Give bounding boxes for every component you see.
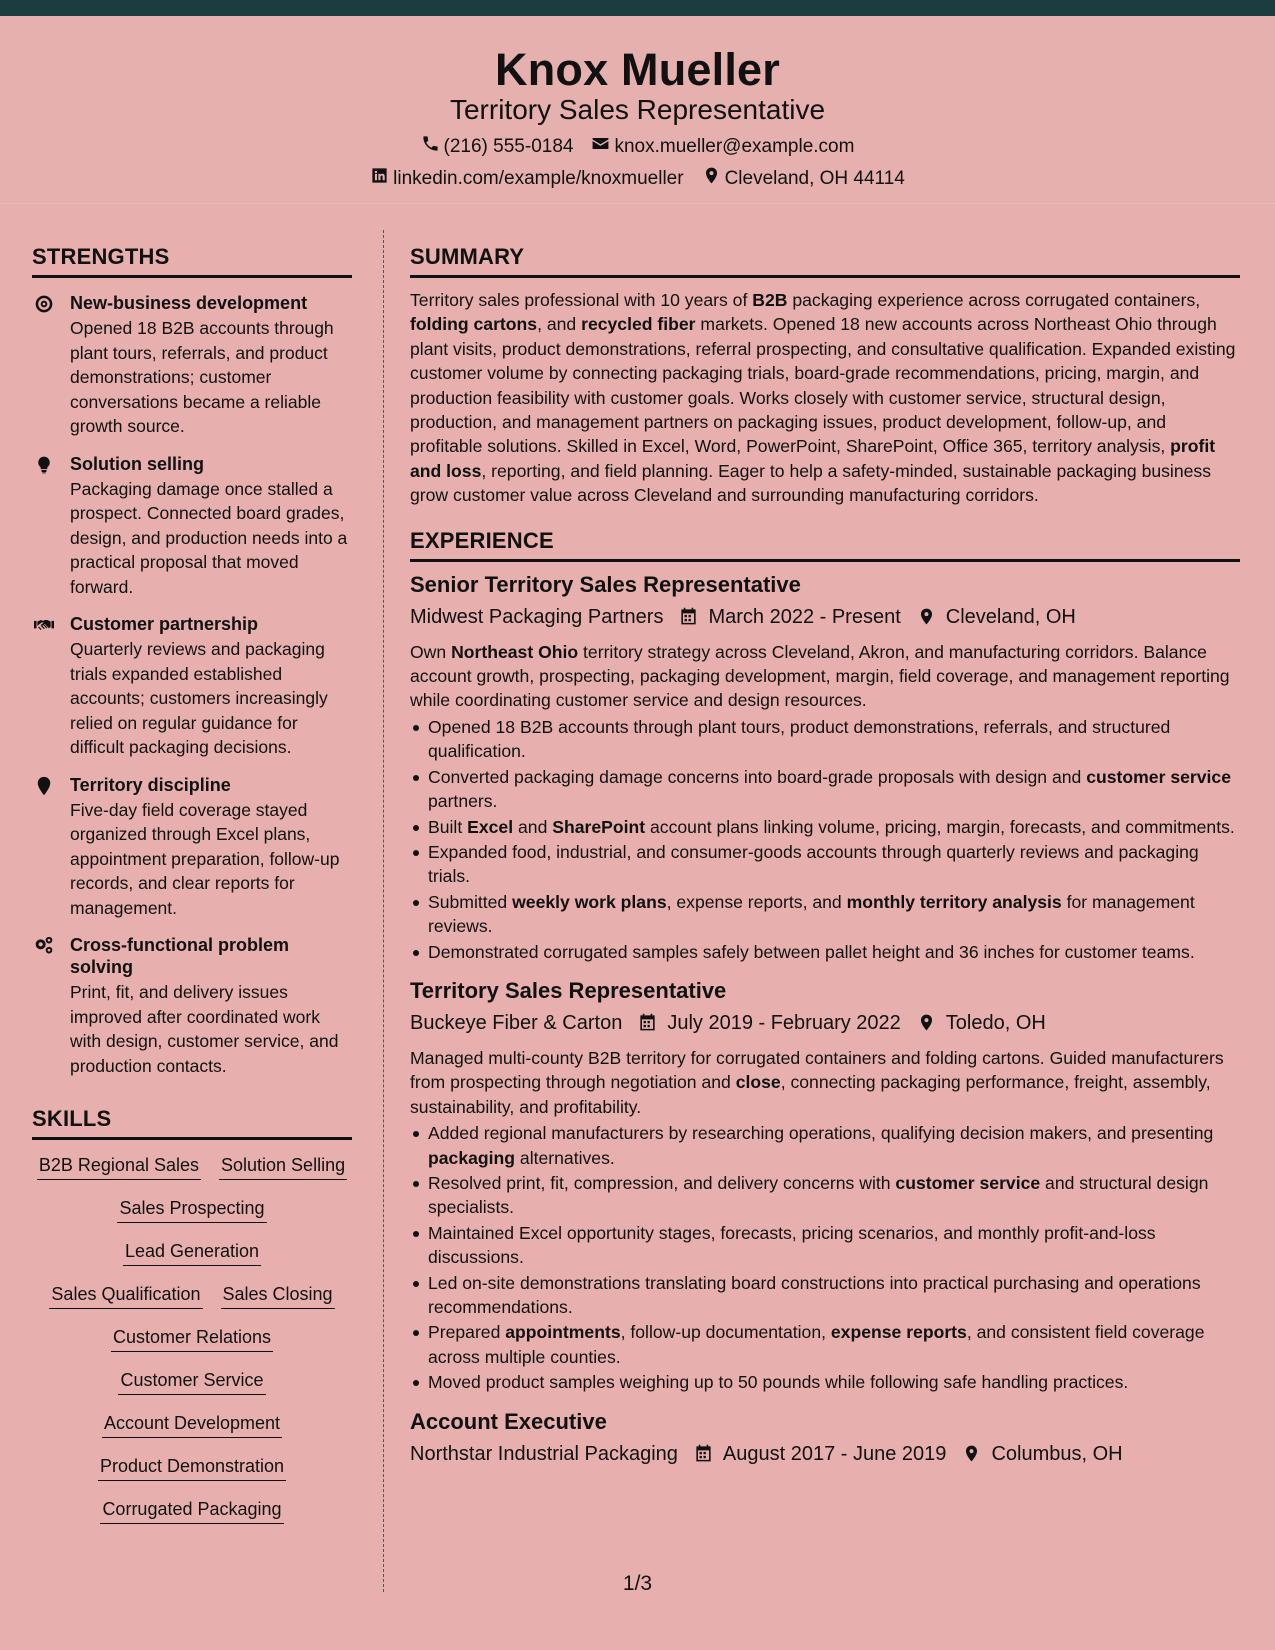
job-bullets xyxy=(410,1121,1240,1394)
skills-row xyxy=(32,1197,352,1223)
bullet-emphasis: monthly territory analysis xyxy=(846,891,1062,912)
job-location: Columbus, OH xyxy=(991,1442,1123,1465)
email-address[interactable]: knox.mueller@example.com xyxy=(614,135,855,157)
strength-title: Solution selling xyxy=(70,453,204,474)
calendar-icon xyxy=(679,607,698,626)
strength-description: Print, fit, and delivery issues improved after coordinated work with design, customer service, and production contacts. xyxy=(70,982,339,1076)
strength-item xyxy=(32,774,352,921)
skill-tag: Sales Qualification xyxy=(49,1283,202,1309)
bullet-text: Submitted xyxy=(428,891,513,912)
job-location: Toledo, OH xyxy=(945,1011,1046,1034)
job-title: Senior Territory Sales Representative xyxy=(410,571,801,597)
bullet-text: , follow-up documentation, xyxy=(620,1322,831,1343)
bullet-text: Demonstrated corrugated samples safely between pallet height and 36 inches for customer teams. xyxy=(428,941,1195,962)
phone-number: (216) 555-0184 xyxy=(443,135,574,157)
strength-title: Customer partnership xyxy=(70,614,259,634)
job-title: Account Executive xyxy=(410,1408,607,1434)
skill-tag: Customer Service xyxy=(118,1369,265,1395)
summary-emphasis: recycled fiber xyxy=(581,314,696,335)
bullet-text: Prepared xyxy=(428,1322,506,1343)
job-dates: August 2017 - June 2019 xyxy=(722,1442,947,1465)
skill-tag: Account Development xyxy=(102,1412,282,1438)
summary-text: markets. Opened 18 new accounts across Northeast Ohio through plant visits, product demonstrations, referral prospecting, and consultative qualification. Expanded existing customer volume by connecting packaging trials, board-grade recommendations, pricing, margin, and production feasibility with customer goals. Works closely with customer service, structural design, production, and management partners on packaging issues, product development, follow-up, and profitable solutions. Skilled in Excel, Word, PowerPoint, SharePoint, Office 365, territory analysis, xyxy=(410,314,1236,457)
location-contact xyxy=(702,166,905,191)
left-column xyxy=(32,244,352,1524)
bullet-text: for management reviews. xyxy=(428,891,1195,937)
bullet-emphasis: weekly work plans xyxy=(512,891,667,912)
strength-body xyxy=(70,292,352,439)
gears-icon xyxy=(32,934,56,1078)
skills-heading: SKILLS xyxy=(32,1106,352,1140)
bullet-item xyxy=(410,890,1240,939)
job-description-emphasis: close xyxy=(735,1072,781,1093)
strength-title: Territory discipline xyxy=(70,774,231,795)
strength-item xyxy=(32,613,352,760)
bullet-item xyxy=(410,715,1240,764)
summary-emphasis: B2B xyxy=(752,290,788,310)
bullet-text: account plans linking volume, pricing, margin, forecasts, and commitments. xyxy=(645,816,1235,837)
job-meta xyxy=(410,1010,1240,1036)
bullet-text: Converted packaging damage concerns into board-grade proposals with design and xyxy=(428,766,1087,787)
job-meta xyxy=(410,604,1240,630)
strength-title: New-business development xyxy=(70,293,308,313)
skills-row xyxy=(32,1412,352,1438)
job-description-text: territory strategy across Cleveland, Akron, and manufacturing corridors. Balance account growth, prospecting, packaging development, margin, field coverage, and management reporting while coordinating customer service and design resources. xyxy=(410,641,1230,711)
candidate-name: Knox Mueller xyxy=(495,44,780,95)
bullet-text: partners. xyxy=(428,791,498,812)
bullet-text: , and consistent field coverage across multiple counties. xyxy=(428,1322,1205,1367)
job-dates: July 2019 - February 2022 xyxy=(667,1011,901,1034)
envelope-icon xyxy=(591,134,610,159)
bullet-text: Opened 18 B2B accounts through plant tours, product demonstrations, referrals, and structured qualification. xyxy=(428,716,1171,762)
bullet-item xyxy=(410,1121,1240,1170)
strength-description: Packaging damage once stalled a prospect. Connected board grades, design, and production needs into a practical proposal that moved forward. xyxy=(70,478,348,597)
bullet-text: Maintained Excel opportunity stages, forecasts, pricing scenarios, and monthly profit-and-loss discussions. xyxy=(428,1222,1156,1268)
strength-body xyxy=(70,774,352,921)
job-location: Cleveland, OH xyxy=(945,605,1076,628)
skills-row xyxy=(32,1369,352,1395)
phone-contact xyxy=(421,134,574,159)
handshake-icon xyxy=(32,613,56,760)
skill-tag: Product Demonstration xyxy=(98,1455,286,1481)
strength-body xyxy=(70,613,352,760)
skill-tag: B2B Regional Sales xyxy=(37,1154,201,1180)
company-name: Midwest Packaging Partners xyxy=(410,605,664,628)
strength-body xyxy=(70,453,352,600)
bullet-item xyxy=(410,1370,1240,1394)
strength-body xyxy=(70,934,352,1078)
bullet-text: Expanded food, industrial, and consumer-goods accounts through quarterly reviews and packaging trials. xyxy=(428,841,1199,887)
skill-tag: Customer Relations xyxy=(111,1326,273,1352)
bullet-emphasis: appointments xyxy=(505,1322,621,1343)
bullet-text: Led on-site demonstrations translating board constructions into practical purchasing and operations recommendations. xyxy=(428,1272,1201,1317)
bullet-item xyxy=(410,1171,1240,1220)
summary-text xyxy=(410,288,1240,508)
map-pin-icon xyxy=(917,607,936,626)
summary-text: Territory sales professional with 10 years of xyxy=(410,290,753,310)
map-pin-icon xyxy=(32,774,56,921)
skill-tag: Solution Selling xyxy=(219,1154,347,1180)
linkedin-icon xyxy=(370,166,389,191)
resume-header xyxy=(0,16,1275,204)
bullet-item xyxy=(410,1320,1240,1369)
candidate-role: Territory Sales Representative xyxy=(449,94,826,125)
page-number: 1/3 xyxy=(622,1572,653,1595)
company-name: Northstar Industrial Packaging xyxy=(410,1442,678,1465)
summary-text: packaging experience across corrugated containers, xyxy=(787,290,1201,310)
job-title: Territory Sales Representative xyxy=(410,977,727,1003)
summary-heading: SUMMARY xyxy=(410,244,1240,278)
bullet-item xyxy=(410,940,1240,964)
calendar-icon xyxy=(638,1013,657,1032)
skills-row xyxy=(32,1154,352,1180)
location-text: Cleveland, OH 44114 xyxy=(724,167,905,189)
bullet-emphasis: SharePoint xyxy=(552,816,646,837)
lightbulb-icon xyxy=(32,453,56,600)
bullet-emphasis: packaging xyxy=(428,1147,516,1168)
company-name: Buckeye Fiber & Carton xyxy=(410,1011,623,1034)
strength-item xyxy=(32,453,352,600)
skill-tag: Corrugated Packaging xyxy=(100,1498,283,1524)
skills-list xyxy=(32,1154,352,1524)
bullet-text: and structural design specialists. xyxy=(428,1172,1209,1218)
map-pin-icon xyxy=(962,1444,981,1463)
bullet-text: Resolved print, fit, compression, and delivery concerns with xyxy=(428,1172,896,1193)
skill-tag: Lead Generation xyxy=(123,1240,261,1266)
skills-row xyxy=(32,1455,352,1481)
strength-description: Quarterly reviews and packaging trials expanded established accounts; customers increasingly relied on regular guidance for difficult packaging decisions. xyxy=(70,639,328,757)
job-description xyxy=(410,640,1240,713)
skills-row xyxy=(32,1326,352,1352)
bullet-item xyxy=(410,840,1240,889)
strength-item xyxy=(32,292,352,439)
strength-item xyxy=(32,934,352,1078)
strength-description: Opened 18 B2B accounts through plant tours, referrals, and product demonstrations; customer conversations became a reliable growth source. xyxy=(70,318,334,436)
job-description-text: Own xyxy=(410,641,452,662)
bullet-text: alternatives. xyxy=(515,1147,615,1168)
top-accent-bar xyxy=(0,0,1275,16)
strengths-heading: STRENGTHS xyxy=(32,244,352,278)
bullet-emphasis: customer service xyxy=(895,1172,1041,1193)
bullet-item xyxy=(410,1271,1240,1320)
target-icon xyxy=(32,292,56,439)
job-entry xyxy=(410,1409,1240,1467)
bullet-item xyxy=(410,1221,1240,1270)
job-description-text: Managed multi-county B2B territory for corrugated containers and folding cartons. Guided manufacturers from prospecting through negotiation and xyxy=(410,1047,1224,1093)
job-description xyxy=(410,1046,1240,1119)
bullet-text: Moved product samples weighing up to 50 pounds while following safe handling practices. xyxy=(428,1372,1129,1393)
calendar-icon xyxy=(694,1444,713,1463)
bullet-text: , expense reports, and xyxy=(666,891,847,912)
right-column xyxy=(410,244,1240,1467)
strength-title: Cross-functional problem solving xyxy=(70,935,290,977)
strengths-list xyxy=(32,292,352,1078)
skill-tag: Sales Closing xyxy=(221,1283,335,1309)
contact-row-1 xyxy=(0,134,1275,159)
linkedin-url[interactable]: linkedin.com/example/knoxmueller xyxy=(393,167,684,189)
column-divider xyxy=(383,230,384,1592)
summary-emphasis: folding cartons xyxy=(410,314,538,335)
map-pin-icon xyxy=(702,166,721,191)
bullet-emphasis: customer service xyxy=(1086,766,1231,787)
email-contact[interactable] xyxy=(591,134,854,159)
summary-emphasis: profit and loss xyxy=(410,436,1216,481)
job-meta xyxy=(410,1441,1240,1467)
experience-heading: EXPERIENCE xyxy=(410,528,1240,562)
bullet-text: Built xyxy=(428,816,468,837)
job-description-text: , connecting packaging performance, freight, assembly, sustainability, and profitability. xyxy=(410,1072,1211,1117)
linkedin-contact[interactable] xyxy=(370,166,683,191)
job-description-emphasis: Northeast Ohio xyxy=(451,641,579,662)
job-dates: March 2022 - Present xyxy=(708,605,901,628)
bullet-item xyxy=(410,815,1240,839)
skills-row xyxy=(32,1240,352,1266)
summary-text: , reporting, and field planning. Eager to help a safety-minded, sustainable packaging business grow customer value across Cleveland and surrounding manufacturing corridors. xyxy=(410,460,1212,506)
job-entry xyxy=(410,978,1240,1395)
bullet-text: and xyxy=(513,816,553,837)
phone-icon xyxy=(421,134,440,159)
contact-row-2 xyxy=(0,166,1275,191)
job-bullets xyxy=(410,715,1240,964)
job-entry xyxy=(410,572,1240,964)
bullet-emphasis: expense reports xyxy=(830,1322,967,1343)
skills-row xyxy=(32,1498,352,1524)
map-pin-icon xyxy=(917,1013,936,1032)
skill-tag: Sales Prospecting xyxy=(117,1197,266,1223)
bullet-item xyxy=(410,765,1240,814)
strength-description: Five-day field coverage stayed organized through Excel plans, appointment preparation, follow-up records, and clear reports for management. xyxy=(70,799,340,918)
bullet-text: Added regional manufacturers by researching operations, qualifying decision makers, and presenting xyxy=(428,1123,1214,1144)
skills-row xyxy=(32,1283,352,1309)
bullet-emphasis: Excel xyxy=(467,816,514,837)
summary-text: , and xyxy=(537,314,582,335)
experience-list xyxy=(410,572,1240,1467)
